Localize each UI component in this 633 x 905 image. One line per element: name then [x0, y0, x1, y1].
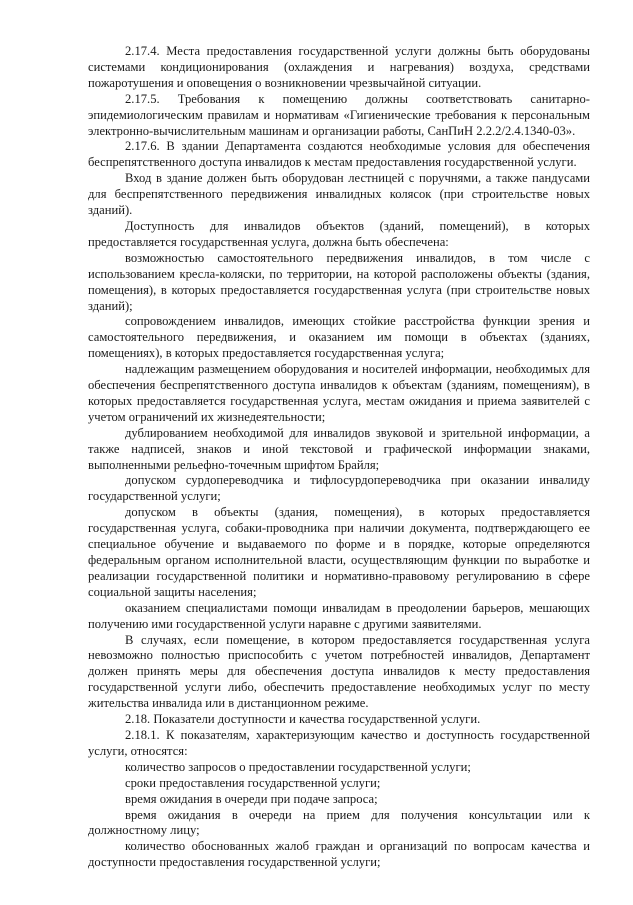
list-item-guide-dog: допуском в объекты (здания, помещения), в которых предоставляется государственная услуга, собаки-проводника при наличии документа, подтверждающего ее специальное обучение и выдаваемого по форме и в порядке, которые определяются федеральным органом исполнительной власти, осуществляющим функции по выработке и реализации государственной политики и нормативно-правовому регулированию в сфере социальной защиты населения;: [88, 505, 590, 599]
paragraph-entrance: Вход в здание должен быть оборудован лестницей с поручнями, а также пандусами для беспрепятственного передвижения инвалидных колясок (при строительстве новых зданий).: [88, 171, 590, 218]
document-page: [88, 44, 590, 871]
paragraph-accessibility-intro: Доступность для инвалидов объектов (зданий, помещений), в которых предоставляется государственная услуга, должна быть обеспечена:: [88, 218, 590, 249]
paragraph-2-17-6: 2.17.6. В здании Департамента создаются необходимые условия для обеспечения беспрепятственного доступа инвалидов к местам предоставления государственной услуги.: [88, 139, 590, 170]
list-item-escort: сопровождением инвалидов, имеющих стойкие расстройства функции зрения и самостоятельного передвижения, и оказанием им помощи в объектах (зданиях, помещениях), в которых предоставляется государственная услуга;: [88, 314, 590, 361]
section-heading-2-18: 2.18. Показатели доступности и качества государственной услуги.: [125, 712, 481, 727]
paragraph-exceptions: В случаях, если помещение, в котором предоставляется государственная услуга невозможно полностью приспособить с учетом потребностей инвалидов, Департамент должен принять меры для обеспечения доступа инвалидов к месту предоставления государственной услуги либо, обеспечить предоставление необходимых услуг по месту жительства инвалида или в дистанционном режиме.: [88, 632, 590, 711]
paragraph-2-17-4: 2.17.4. Места предоставления государственной услуги должны быть оборудованы системами кондиционирования (охлаждения и нагревания) воздуха, средствами пожаротушения и оповещения о возникновении чрезвычайной ситуации.: [88, 44, 590, 90]
list-item-requests-count: количество запросов о предоставлении государственной услуги;: [125, 759, 471, 774]
list-item-braille: дублированием необходимой для инвалидов звуковой и зрительной информации, а также надписей, знаков и иной текстовой и графической информации знаками, выполненными рельефно-точечным шрифтом Брайля;: [88, 425, 590, 472]
list-item-queue-time: время ожидания в очереди при подаче запроса;: [125, 791, 378, 806]
paragraph-2-17-5: 2.17.5. Требования к помещению должны соответствовать санитарно-эпидемиологическим правилам и нормативам «Гигиенические требования к персональным электронно-вычислительным машинам и организации работы, СанПиН 2.2.2/2.4.1340-03».: [88, 91, 590, 138]
list-item-service-terms: сроки предоставления государственной услуги;: [125, 775, 381, 790]
list-item-complaints: количество обоснованных жалоб граждан и организаций по вопросам качества и доступности предоставления государственной услуги;: [88, 839, 590, 870]
list-item-equipment: надлежащим размещением оборудования и носителей информации, необходимых для обеспечения беспрепятственного доступа инвалидов к объектам (зданиям, помещениям), в которых предоставляется государственная услуга, местам ожидания и приема заявителей с учетом ограничений их жизнедеятельности;: [88, 362, 590, 424]
paragraph-2-18-1: 2.18.1. К показателям, характеризующим качество и доступность государственной услуги, относятся:: [88, 727, 590, 758]
list-item-sign-interpreter: допуском сурдопереводчика и тифлосурдопереводчика при оказании инвалиду государственной услуги;: [88, 473, 590, 504]
list-item-movement: возможностью самостоятельного передвижения инвалидов, в том числе с использованием кресла-коляски, по территории, на которой расположены объекты (здания, помещения), в которых предоставляется государственная услуга (при строительстве новых зданий);: [88, 250, 590, 313]
list-item-assistance: оказанием специалистами помощи инвалидам в преодолении барьеров, мешающих получению ими государственной услуги наравне с другими заявителями.: [88, 600, 590, 631]
list-item-consultation-wait: время ожидания в очереди на прием для получения консультации или к должностному лицу;: [88, 807, 590, 838]
